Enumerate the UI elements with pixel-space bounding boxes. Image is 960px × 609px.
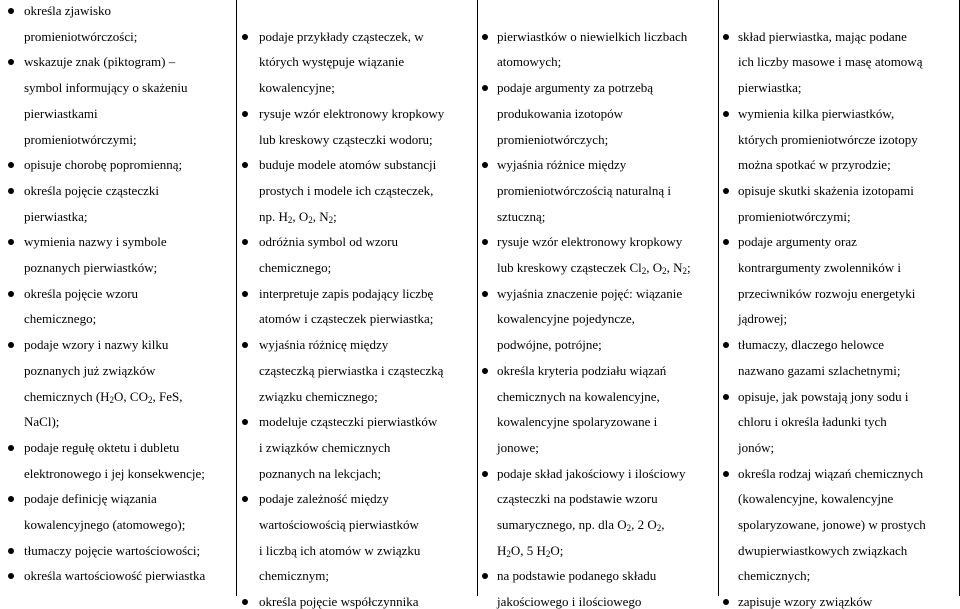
bullet-icon — [8, 188, 14, 194]
list-item-line: wartościowością pierwiastków — [259, 517, 419, 532]
list-item-line: kowalencyjnego (atomowego); — [24, 517, 186, 532]
list-item-line: chemicznych ($H_2O$, $CO_2$, FeS, — [24, 388, 183, 405]
list-item-line: na podstawie podanego składu — [497, 568, 657, 584]
list-item-line: produkowania izotopów — [497, 105, 624, 121]
list-item-line: wymienia kilka pierwiastków, — [738, 105, 895, 121]
list-item-line: określa wartościowość pierwiastka — [24, 568, 206, 584]
bullet-icon — [482, 368, 488, 374]
list-item-line: określa pojęcie wzoru — [24, 285, 139, 301]
list-item-line: interpretuje zapis podający liczbę — [259, 285, 434, 301]
list-item-line: kontrargumenty zwolenników i — [738, 260, 901, 275]
bullet-icon — [242, 239, 248, 245]
list-item-line: spolaryzowane, jonowe) w prostych — [738, 517, 926, 532]
bullet-icon — [8, 573, 14, 579]
list-item-line: promieniotwórczymi; — [24, 131, 137, 147]
list-item-line: których promieniotwórcze izotopy — [738, 131, 918, 147]
bullet-icon — [482, 162, 488, 168]
list-item-line: ich liczby masowe i masę atomową — [738, 54, 923, 70]
column-divider — [477, 0, 478, 596]
list-item-line: rysuje wzór elektronowy kropkowy — [497, 234, 683, 250]
list-item-line: promieniotwórczością naturalną i — [497, 182, 671, 198]
bullet-icon — [8, 239, 14, 245]
list-item-line: wyjaśnia znaczenie pojęć: wiązanie — [497, 285, 683, 301]
list-item-line: opisuje, jak powstają jony sodu i — [738, 388, 909, 404]
list-item-line: pierwiastka; — [738, 80, 802, 96]
list-item-line: podaje argumenty za potrzebą — [497, 80, 654, 96]
bullet-icon — [242, 342, 248, 348]
bullet-icon — [8, 291, 14, 297]
list-item-line: chemicznym; — [259, 568, 330, 584]
list-item-line: chloru i określa ładunki tych — [738, 414, 887, 430]
list-item-line: można spotkać w przyrodzie; — [738, 157, 891, 173]
list-item-line: chemicznego; — [259, 260, 332, 275]
bullet-icon — [242, 496, 248, 502]
list-item-line: promieniotwórczych; — [497, 131, 609, 147]
list-item-line: i liczbą ich atomów w związku — [259, 542, 421, 558]
list-item-line: podaje zależność między — [259, 491, 389, 507]
list-item-line: lub kreskowy cząsteczek $Cl_2$, $O_2$, $N_2$; — [497, 260, 691, 276]
bullet-icon — [242, 162, 248, 168]
bullet-icon — [723, 342, 729, 348]
list-item-line: buduje modele atomów substancji — [259, 157, 437, 173]
bullet-icon — [723, 188, 729, 194]
list-item-line: jakościowego i ilościowego — [497, 594, 642, 609]
list-item-line: promieniotwórczości; — [24, 28, 138, 44]
list-item-line: jonowe; — [497, 439, 539, 455]
list-item-line: opisuje chorobę popromienną; — [24, 157, 183, 173]
list-item-line: nazwano gazami szlachetnymi; — [738, 362, 901, 378]
list-item-line: pierwiastka; — [24, 208, 88, 224]
column-divider — [236, 0, 237, 596]
bullet-icon — [242, 34, 248, 40]
list-item-line: cząsteczki na podstawie wzoru — [497, 491, 658, 507]
bullet-icon — [723, 239, 729, 245]
list-item-line: $H_2O$, 5 $H_2O$; — [497, 542, 564, 559]
list-item-line: kowalencyjne; — [259, 80, 335, 96]
list-item-line: dwupierwiastkowych związkach — [738, 542, 908, 558]
list-item-line: atomów i cząsteczek pierwiastka; — [259, 311, 434, 327]
bullet-icon — [482, 291, 488, 297]
bullet-icon — [242, 291, 248, 297]
list-item-line: modeluje cząsteczki pierwiastków — [259, 414, 438, 430]
bullet-icon — [242, 599, 248, 605]
list-item-line: pierwiastków o niewielkich liczbach — [497, 28, 688, 44]
list-item-line: i związków chemicznych — [259, 439, 391, 455]
list-item-line: wskazuje znak (piktogram) – — [24, 54, 176, 70]
list-item-line: np. $H_2$, $O_2$, $N_2$; — [259, 208, 337, 225]
list-item-line: podaje argumenty oraz — [738, 234, 857, 250]
list-item-line: podaje skład jakościowy i ilościowy — [497, 465, 686, 481]
bullet-icon — [8, 162, 14, 168]
bullet-icon — [8, 342, 14, 348]
list-item-line: chemicznych; — [738, 568, 811, 584]
list-item-line: (kowalencyjne, kowalencyjne — [738, 491, 894, 507]
list-item-line: określa zjawisko — [24, 3, 112, 18]
list-item-line: kowalencyjne pojedyncze, — [497, 311, 635, 327]
bullet-icon — [723, 111, 729, 117]
list-item-line: wyjaśnia różnice między — [497, 157, 627, 173]
list-item-line: chemicznych na kowalencyjne, — [497, 388, 660, 404]
list-item-line: podaje przykłady cząsteczek, w — [259, 28, 424, 44]
list-item-line: lub kreskowy cząsteczki wodoru; — [259, 131, 433, 147]
bullet-icon — [482, 85, 488, 91]
list-item-line: poznanych pierwiastków; — [24, 260, 158, 275]
bullet-icon — [482, 471, 488, 477]
list-item-line: zapisuje wzory związków — [738, 594, 873, 609]
bullet-icon — [8, 8, 14, 14]
list-item-line: tłumaczy pojęcie wartościowości; — [24, 542, 201, 558]
list-item-line: określa pojęcie cząsteczki — [24, 182, 159, 198]
list-item-line: cząsteczką pierwiastka i cząsteczką — [259, 362, 444, 378]
list-item-line: promieniotwórczymi; — [738, 208, 851, 224]
bullet-icon — [482, 573, 488, 579]
bullet-icon — [723, 394, 729, 400]
list-item-line: wyjaśnia różnicę między — [259, 337, 389, 353]
list-item-line: tłumaczy, dlaczego helowce — [738, 337, 885, 353]
list-item-line: odróżnia symbol od wzoru — [259, 234, 399, 250]
list-item-line: opisuje skutki skażenia izotopami — [738, 182, 914, 198]
list-item-line: podaje regułę oktetu i dubletu — [24, 439, 180, 455]
list-item-line: pierwiastkami — [24, 105, 98, 121]
list-item-line: elektronowego i jej konsekwencje; — [24, 465, 205, 481]
list-item-line: określa kryteria podziału wiązań — [497, 362, 667, 378]
bullet-icon — [8, 59, 14, 65]
bullet-icon — [242, 111, 248, 117]
bullet-icon — [8, 548, 14, 554]
list-item-line: określa rodzaj wiązań chemicznych — [738, 465, 924, 481]
bullet-icon — [482, 34, 488, 40]
list-item-line: podaje wzory i nazwy kilku — [24, 337, 169, 353]
list-item-line: NaCl); — [24, 414, 60, 430]
list-item-line: poznanych na lekcjach; — [259, 465, 381, 481]
bullet-icon — [723, 34, 729, 40]
list-item-line: przeciwników rozwoju energetyki — [738, 285, 916, 301]
bullet-icon — [723, 599, 729, 605]
bullet-icon — [8, 445, 14, 451]
list-item-line: określa pojęcie współczynnika — [259, 594, 419, 609]
list-item-line: jonów; — [738, 439, 775, 455]
list-item-line: wymienia nazwy i symbole — [24, 234, 167, 250]
list-item-line: symbol informujący o skażeniu — [24, 80, 188, 96]
bullet-icon — [242, 419, 248, 425]
list-item-line: jądrowej; — [738, 311, 788, 327]
column-divider — [718, 0, 719, 596]
list-item-line: poznanych już związków — [24, 362, 156, 378]
list-item-line: skład pierwiastka, mając podane — [738, 28, 907, 44]
bullet-icon — [8, 496, 14, 502]
list-item-line: sztuczną; — [497, 208, 546, 224]
list-item-line: których występuje wiązanie — [259, 54, 405, 70]
list-item-line: podaje definicję wiązania — [24, 491, 157, 507]
list-item-line: prostych i modele ich cząsteczek, — [259, 182, 434, 198]
list-item-line: kowalencyjne spolaryzowane i — [497, 414, 658, 430]
list-item-line: sumarycznego, np. dla $O_2$, 2 $O_2$, — [497, 517, 665, 533]
list-item-line: atomowych; — [497, 54, 562, 70]
bullet-icon — [723, 471, 729, 477]
bullet-icon — [482, 239, 488, 245]
list-item-line: chemicznego; — [24, 311, 97, 327]
list-item-line: związku chemicznego; — [259, 388, 378, 404]
list-item-line: rysuje wzór elektronowy kropkowy — [259, 105, 445, 121]
list-item-line: podwójne, potrójne; — [497, 337, 602, 353]
